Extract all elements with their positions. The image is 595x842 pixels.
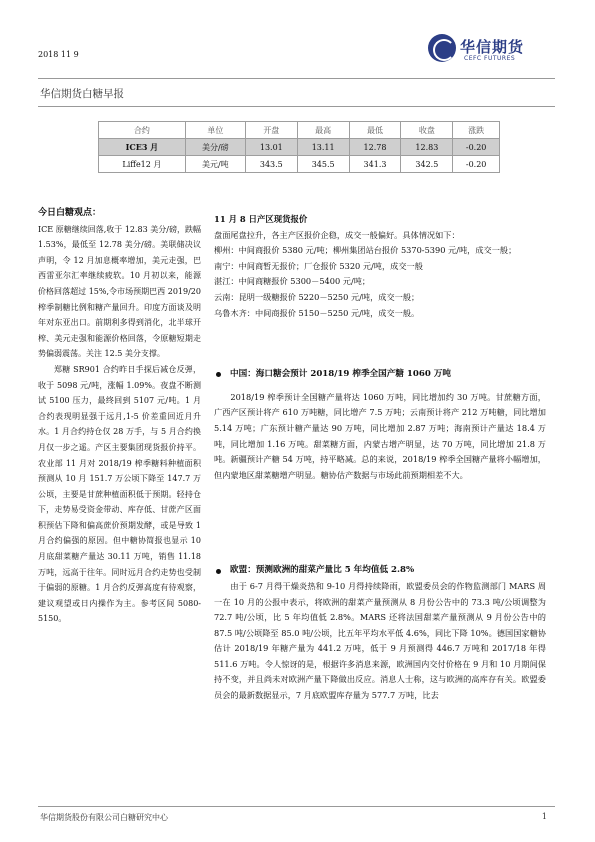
table-cell: 12.83 xyxy=(401,139,453,156)
header-divider xyxy=(38,78,555,79)
bullet-icon xyxy=(216,569,221,574)
table-cell: 342.5 xyxy=(401,156,453,173)
news-column xyxy=(214,212,546,704)
document-title: 华信期货白糖早报 xyxy=(40,88,124,100)
table-cell: 341.3 xyxy=(349,156,401,173)
table-cell: 美元/吨 xyxy=(185,156,245,173)
report-date: 2018 11 9 xyxy=(38,50,79,59)
table-header-cell: 最高 xyxy=(297,122,349,139)
table-cell: Liffe12 月 xyxy=(99,156,186,173)
price-table xyxy=(98,121,500,173)
table-cell: -0.20 xyxy=(453,156,500,173)
table-row-liffe xyxy=(99,156,500,173)
table-cell: 13.11 xyxy=(297,139,349,156)
bullet-icon xyxy=(216,372,221,377)
market-view-column xyxy=(38,206,201,627)
table-cell: -0.20 xyxy=(453,139,500,156)
spot-price-line: 南宁：中间商暂无报价；厂仓报价 5320 元/吨，成交一般 xyxy=(214,260,423,271)
spot-price-title: 11 月 8 日产区现货报价 xyxy=(214,214,308,224)
table-cell: 345.5 xyxy=(297,156,349,173)
spot-price-line: 云南：昆明一级糖报价 5220－5250 元/吨，成交一般； xyxy=(214,291,420,302)
logo-chinese-name: 华信期货 xyxy=(460,38,525,56)
footer-divider xyxy=(38,806,555,807)
zhengzhou-sugar-paragraph: 郑糖 SR901 合约昨日手探后减仓反弹，收于 5098 元/吨，涨幅 1.09%。夜盘不断测试 5100 压力，最终回到 5107 元/吨。1 月合约表现明显强于远月,1-5 价差重回近月升水。1 月合约持仓仅 28 万手，与 5 月合约换月仅一步之遥。产区主要集团现货报价持平。农业部 11 月对 2018/19 榨季糖料种植面积预测从 10 月 151.7 万公顷下降至 147.7 万公顷，主要是甘蔗种植面积低于预期。轻持仓下，走势易受资金带动、库存低、甘蔗产区面积预估下降和偏高蔗价预期发酵，或是导致 1 月合约偏强的原因。但中糖协简报也显示 10 月底甜菜糖产量达 30.11 万吨，销售 11.18 万吨，远高于往年。同时远月合约走势也受制于偏弱的原糖。1 月合约反弹高度有待观察，建议观望或日内操作为主。参考区间 5080-5150。 xyxy=(38,364,201,624)
footer-company: 华信期货股份有限公司白糖研究中心 xyxy=(40,813,168,822)
market-view-heading: 今日白糖观点： xyxy=(38,208,102,218)
logo-emblem-icon xyxy=(428,34,456,62)
spot-price-line: 湛江：中间商糖报价 5300－5400 元/吨； xyxy=(214,276,371,287)
table-cell: 343.5 xyxy=(245,156,297,173)
spot-price-line: 柳州：中间商报价 5380 元/吨；柳州集团站台报价 5370-5390 元/吨，成交一般； xyxy=(214,245,517,256)
table-header-cell: 收盘 xyxy=(401,122,453,139)
table-cell: 12.78 xyxy=(349,139,401,156)
table-header-row xyxy=(99,122,500,139)
table-row-ice xyxy=(99,139,500,156)
spot-price-line: 乌鲁木齐：中间商报价 5150－5250 元/吨，成交一般。 xyxy=(214,307,420,318)
table-header-cell: 开盘 xyxy=(245,122,297,139)
eu-news-title-text: 欧盟：预测欧洲的甜菜产量比 5 年均值低 2.8% xyxy=(230,565,415,576)
china-news-body: 2018/19 榨季预计全国糖产量将达 1060 万吨，同比增加约 30 万吨。甘蔗糖方面，广西产区预计将产 610 万吨糖，同比增产 7.5 万吨；云南预计将产 212 万吨糖，同比增加 5.14 万吨；广东预计糖产量达 90 万吨，同比增加 2.87 万吨；海南预计产量达 18.4 万吨，同比增加 1.16 万吨。甜菜糖方面，内蒙古增产明显，达 70 万吨，同比增加 21.8 万吨。新疆预计产糖 54 万吨，持平略减。总的来说，2018/19 榨季全国糖产量将小幅增加，但内蒙地区甜菜糖增产明显。糖协估产数据与市场此前预期相差不大。 xyxy=(214,391,546,480)
table-cell: ICE3 月 xyxy=(99,139,186,156)
china-news-title xyxy=(214,367,546,383)
table-header-cell: 单位 xyxy=(185,122,245,139)
logo-english-name: CEFC FUTURES xyxy=(464,55,516,62)
eu-news-title xyxy=(214,563,546,579)
raw-sugar-paragraph: ICE 原糖继续回落,收于 12.83 美分/磅，跌幅 1.53%，最低至 12.78 美分/磅。美联储决议声明，令 12 月加息概率增加，美元走强，巴西雷亚尔汇率继续疲软。10 月初以来，能源价格回落超过 15%,令市场预期巴西 2019/20 榨季制糖比例和糖产量回升。印度方面谈及明年对东亚出口。前期利多得到消化，北半球开榨、美元走强和能源价格回落，令原糖短期走势偏弱震荡。关注 12.5 美分支撑。 xyxy=(38,224,201,359)
china-news-title-text: 中国：海口糖会预计 2018/19 榨季全国产糖 1060 万吨 xyxy=(230,369,451,380)
title-divider xyxy=(38,106,555,107)
eu-news-body: 由于 6-7 月得干燥炎热和 9-10 月得持续降雨，欧盟委员会的作物监测部门 MARS 周一在 10 月的公报中表示，将欧洲的甜菜产量预测从 8 月份公告中的 73.3 吨/公顷调整为 72.7 吨/公顷，比 5 年均值低 2.8%。MARS 还将法国甜菜产量预测从 9 月份公告中的 87.5 吨/公顷降至 85.0 吨/公顷，比五年平均水平低 4.6%，同比下降 10%。德国国家糖协估计 2018/19 年糖产量为 441.2 万吨，低于 9 月预测得 446.7 万吨和 2017/18 年得 511.6 万吨。令人惊讶的是，根据许多消息来源，欧洲国内交付价格在 9 月和 10 月期间保持不变，并且尚未对欧洲产量下降做出反应。消息人士称，这与欧洲的高库存有关。欧盟委员会的最新数据显示，7 月底欧盟库存量为 577.7 万吨，比去 xyxy=(214,580,546,701)
spot-price-intro: 盘面尾盘拉升，各主产区报价企稳，成交一般偏好。具体情况如下： xyxy=(214,229,460,240)
table-cell: 13.01 xyxy=(245,139,297,156)
table-header-cell: 涨跌 xyxy=(453,122,500,139)
table-header-cell: 合约 xyxy=(99,122,186,139)
table-header-cell: 最低 xyxy=(349,122,401,139)
company-logo xyxy=(428,34,538,68)
page-number: 1 xyxy=(541,812,547,821)
table-cell: 美分/磅 xyxy=(185,139,245,156)
